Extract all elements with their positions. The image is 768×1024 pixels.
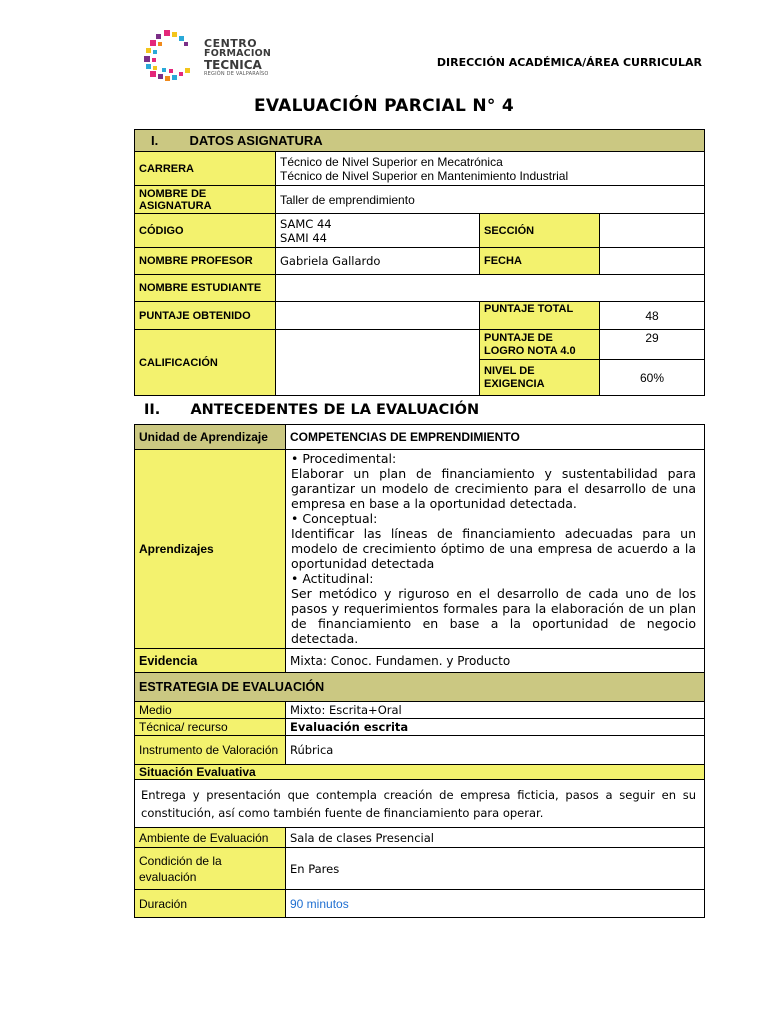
page-title: EVALUACIÓN PARCIAL N° 4 [253, 96, 515, 116]
total-value: 48 [600, 302, 705, 330]
situacion-label: Situación Evaluativa [135, 765, 705, 780]
exigencia-label: NIVEL DE EXIGENCIA [480, 360, 600, 396]
logo-line-1: CENTRO [204, 37, 258, 50]
section-1-heading [135, 130, 705, 152]
estudiante-label: NOMBRE ESTUDIANTE [135, 275, 276, 302]
logo-mark-icon [142, 28, 202, 84]
codigo-value [276, 214, 480, 248]
aprendizaje-conceptual-text: Identificar las líneas de financiamiento adecuadas para un modelo de crecimiento óptimo de una empresa de acuerdo a la oportunidad detectada [291, 526, 696, 571]
situacion-value: Entrega y presentación que contempla creación de empresa ficticia, pasos a seguir en su constitución, así como también fuente de financiamiento para operar. [135, 780, 705, 828]
seccion-label: SECCIÓN [480, 214, 600, 248]
evidencia-label: Evidencia [135, 649, 286, 673]
carrera-label: CARRERA [135, 152, 276, 186]
logo-text [204, 38, 271, 77]
aprendizajes-value [286, 450, 705, 649]
obtenido-label: PUNTAJE OBTENIDO [135, 302, 276, 330]
condicion-value: En Pares [286, 848, 705, 890]
profesor-label: NOMBRE PROFESOR [135, 248, 276, 275]
aprendizaje-actitudinal-text: Ser metódico y riguroso en el desarrollo de cada uno de los pasos y requerimientos formales para la elaboración de un plan de financiamiento en base a la oportunidad de negocio detectada. [291, 586, 696, 646]
department-label: DIRECCIÓN ACADÉMICA/ÁREA CURRICULAR [436, 56, 702, 69]
instrumento-label: Instrumento de Valoración [135, 736, 286, 765]
tecnica-value: Evaluación escrita [286, 719, 705, 736]
aprendizaje-conceptual-heading: • Conceptual: [291, 511, 378, 526]
section-1-title: DATOS ASIGNATURA [189, 133, 323, 148]
condicion-label: Condición de la evaluación [135, 848, 286, 890]
antecedentes-table [134, 424, 705, 918]
datos-asignatura-table [134, 129, 705, 396]
section-2-title: ANTECEDENTES DE LA EVALUACIÓN [190, 402, 480, 418]
section-1-number: I. [151, 133, 159, 148]
institution-logo [142, 28, 272, 84]
fecha-label: FECHA [480, 248, 600, 275]
codigo-line-1: SAMC 44 [280, 216, 332, 231]
fecha-value [600, 248, 705, 275]
ambiente-label: Ambiente de Evaluación [135, 828, 286, 848]
seccion-value [600, 214, 705, 248]
carrera-line-1: Técnico de Nivel Superior en Mecatrónica [280, 154, 503, 169]
medio-value: Mixto: Escrita+Oral [286, 702, 705, 719]
total-label: PUNTAJE TOTAL [480, 302, 600, 330]
codigo-line-2: SAMI 44 [280, 230, 327, 245]
carrera-value [276, 152, 705, 186]
logro-value: 29 [600, 330, 705, 360]
estudiante-value [276, 275, 705, 302]
aprendizaje-actitudinal-heading: • Actitudinal: [291, 571, 374, 586]
logo-line-4: REGIÓN DE VALPARAÍSO [204, 70, 269, 77]
duracion-label: Duración [135, 890, 286, 918]
asignatura-label: NOMBRE DE ASIGNATURA [135, 186, 276, 214]
duracion-value: 90 minutos [286, 890, 705, 918]
unidad-value: COMPETENCIAS DE EMPRENDIMIENTO [286, 425, 705, 450]
section-2-number: II. [144, 402, 161, 418]
medio-label: Medio [135, 702, 286, 719]
evidencia-value: Mixta: Conoc. Fundamen. y Producto [286, 649, 705, 673]
asignatura-value: Taller de emprendimiento [276, 186, 705, 214]
calificacion-value [276, 330, 480, 396]
obtenido-value [276, 302, 480, 330]
unidad-label: Unidad de Aprendizaje [135, 425, 286, 450]
profesor-value: Gabriela Gallardo [276, 248, 480, 275]
aprendizaje-procedimental-heading: • Procedimental: [291, 451, 397, 466]
ambiente-value: Sala de clases Presencial [286, 828, 705, 848]
aprendizaje-procedimental-text: Elaborar un plan de financiamiento y sustentabilidad para garantizar un modelo de crecimiento para el desarrollo de una empresa en base a la oportunidad detectada. [291, 466, 696, 511]
logro-label: PUNTAJE DE LOGRO NOTA 4.0 [480, 330, 600, 360]
estrategia-heading: ESTRATEGIA DE EVALUACIÓN [135, 673, 705, 702]
tecnica-label: Técnica/ recurso [135, 719, 286, 736]
logo-line-2: FORMACION [204, 48, 272, 59]
exigencia-value: 60% [600, 360, 705, 396]
carrera-line-2: Técnico de Nivel Superior en Mantenimiento Industrial [280, 168, 569, 183]
section-2-heading [144, 402, 479, 418]
codigo-label: CÓDIGO [135, 214, 276, 248]
logo-line-3: TECNICA [204, 57, 262, 72]
aprendizajes-label: Aprendizajes [135, 450, 286, 649]
calificacion-label: CALIFICACIÓN [135, 330, 276, 396]
instrumento-value: Rúbrica [286, 736, 705, 765]
